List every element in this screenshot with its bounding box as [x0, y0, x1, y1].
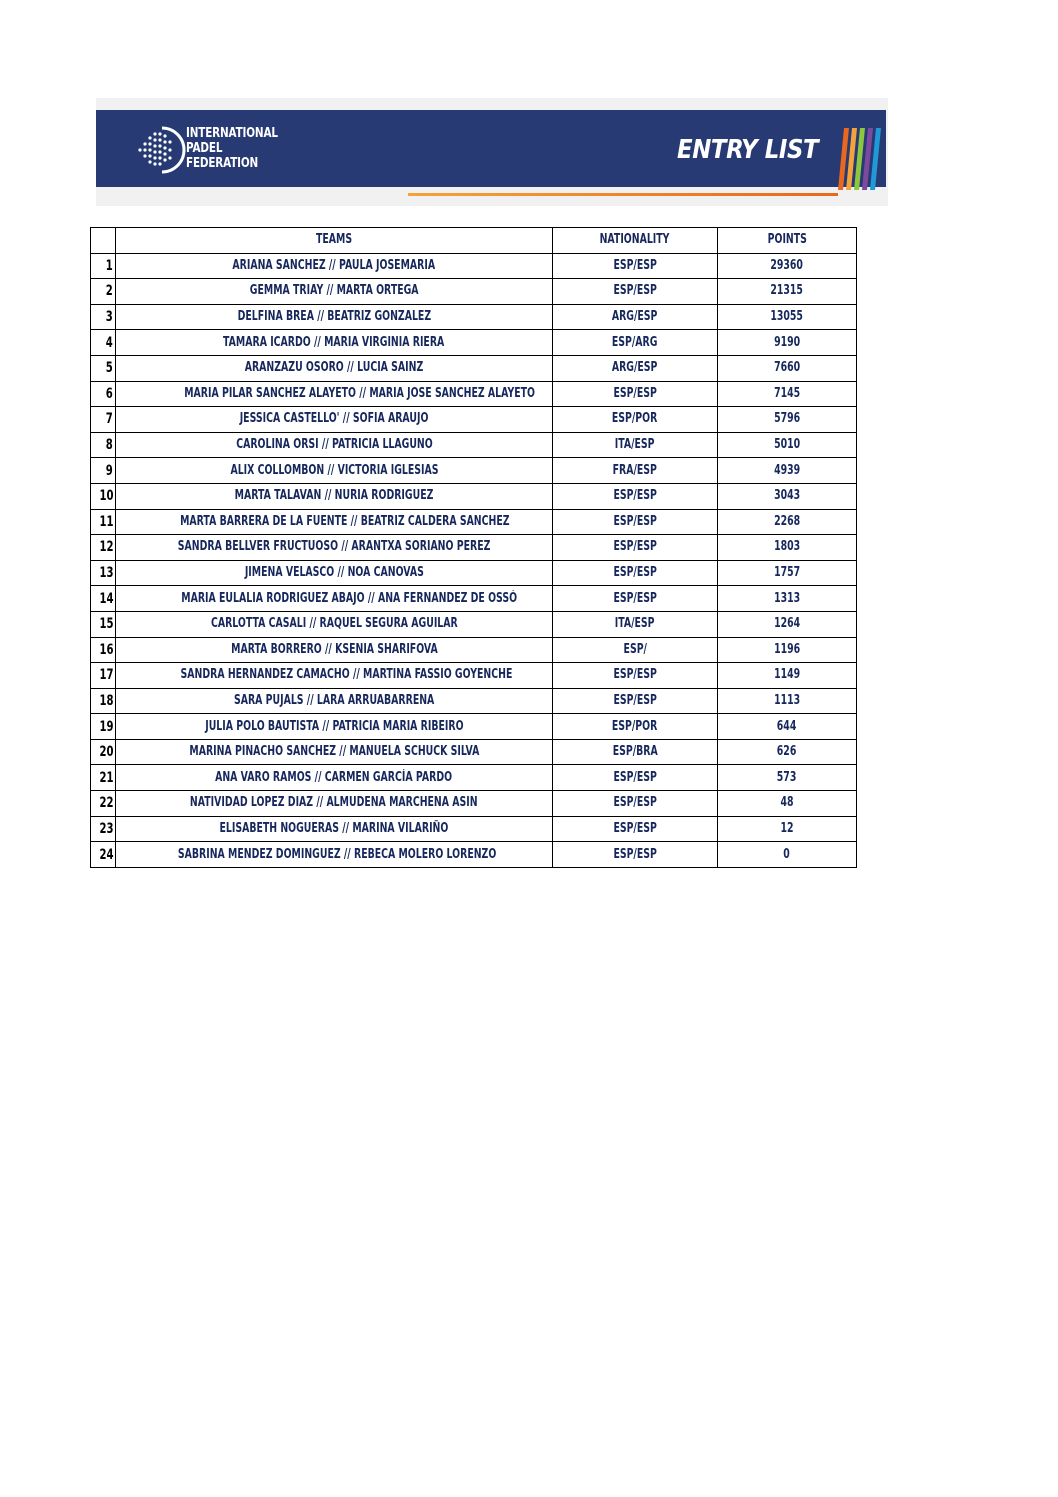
row-number-value: 10 [98, 488, 113, 505]
row-number [91, 816, 116, 842]
team-cell [116, 611, 553, 637]
team-names: JULIA POLO BAUTISTA // PATRICIA MARIA RIBEIRO [204, 718, 464, 734]
header-points-label: POINTS [767, 232, 807, 248]
nationality-value: ESP/ [623, 641, 647, 657]
points-cell [718, 714, 857, 740]
team-cell [116, 560, 553, 586]
team-cell [116, 714, 553, 740]
row-number-value: 15 [98, 616, 113, 633]
nationality-value: ESP/ESP [613, 692, 657, 708]
team-cell [116, 483, 553, 509]
row-number-value: 22 [98, 795, 113, 812]
team-names: DELFINA BREA // BEATRIZ GONZALEZ [237, 309, 431, 325]
team-names: MARTA BARRERA DE LA FUENTE // BEATRIZ CALDERA SANCHEZ [180, 513, 510, 529]
header-banner [96, 98, 888, 206]
nationality-cell [553, 509, 718, 535]
team-cell [116, 816, 553, 842]
points-cell [718, 355, 857, 381]
team-names: MARIA EULALIA RODRIGUEZ ABAJO // ANA FERNANDEZ DE OSSÓ [181, 590, 518, 606]
nationality-value: ESP/ESP [613, 488, 657, 504]
points-cell [718, 791, 857, 817]
header-nationality [553, 228, 718, 254]
points-cell [718, 816, 857, 842]
nationality-cell [553, 714, 718, 740]
logo-line: PADEL [186, 141, 223, 156]
table-row [91, 765, 857, 791]
table-row [91, 611, 857, 637]
points-value: 573 [777, 769, 797, 785]
row-number [91, 330, 116, 356]
nationality-value: ESP/ESP [613, 257, 657, 273]
points-cell [718, 842, 857, 868]
nationality-cell [553, 330, 718, 356]
header-nationality-label: NATIONALITY [600, 232, 670, 248]
nationality-cell [553, 765, 718, 791]
row-number-value: 4 [105, 334, 113, 351]
team-names: SABRINA MENDEZ DOMINGUEZ // REBECA MOLERO LORENZO [177, 846, 497, 862]
nationality-value: ITA/ESP [615, 437, 655, 453]
nationality-cell [553, 483, 718, 509]
points-cell [718, 304, 857, 330]
nationality-cell [553, 535, 718, 561]
points-value: 48 [780, 795, 794, 811]
row-number-value: 12 [98, 539, 113, 556]
team-names: ALIX COLLOMBON // VICTORIA IGLESIAS [229, 462, 438, 478]
row-number-value: 14 [98, 590, 113, 607]
row-number [91, 714, 116, 740]
nationality-cell [553, 355, 718, 381]
row-number [91, 688, 116, 714]
points-cell [718, 407, 857, 433]
team-cell [116, 688, 553, 714]
entry-list-table [90, 227, 857, 868]
nationality-value: ESP/ESP [613, 820, 657, 836]
nationality-value: ESP/ESP [613, 769, 657, 785]
nationality-cell [553, 304, 718, 330]
nationality-value: ESP/ESP [613, 283, 657, 299]
row-number [91, 355, 116, 381]
points-value: 4939 [773, 462, 801, 478]
header-teams [116, 228, 553, 254]
table-row [91, 688, 857, 714]
nationality-cell [553, 560, 718, 586]
team-names: JIMENA VELASCO // NOA CANOVAS [244, 565, 424, 581]
nationality-cell [553, 279, 718, 305]
points-value: 1264 [773, 616, 801, 632]
table-row [91, 355, 857, 381]
points-cell [718, 611, 857, 637]
team-names: MARINA PINACHO SANCHEZ // MANUELA SCHUCK SILVA [188, 744, 479, 760]
team-cell [116, 458, 553, 484]
header-points [718, 228, 857, 254]
header-number [91, 228, 116, 254]
row-number [91, 637, 116, 663]
row-number-value: 8 [105, 437, 113, 454]
points-value: 3043 [773, 488, 801, 504]
points-value: 7660 [773, 360, 801, 376]
nationality-cell [553, 663, 718, 689]
nationality-value: ESP/ESP [613, 385, 657, 401]
points-value: 2268 [773, 513, 801, 529]
nationality-value: FRA/ESP [612, 462, 658, 478]
table-row [91, 560, 857, 586]
table-row [91, 458, 857, 484]
points-cell [718, 560, 857, 586]
team-names: SANDRA BELLVER FRUCTUOSO // ARANTXA SORIANO PEREZ [177, 539, 491, 555]
row-number-value: 17 [98, 667, 113, 684]
points-value: 7145 [773, 385, 801, 401]
points-value: 12 [780, 820, 794, 836]
row-number [91, 765, 116, 791]
team-names: ARANZAZU OSORO // LUCIA SAINZ [244, 360, 424, 376]
header-teams-label: TEAMS [315, 232, 353, 248]
row-number [91, 535, 116, 561]
points-cell [718, 432, 857, 458]
row-number [91, 560, 116, 586]
points-value: 5796 [773, 411, 801, 427]
team-cell [116, 842, 553, 868]
table-row [91, 586, 857, 612]
nationality-value: ESP/ESP [613, 667, 657, 683]
nationality-value: ESP/ESP [613, 590, 657, 606]
row-number-value: 2 [105, 283, 113, 300]
nationality-cell [553, 381, 718, 407]
team-names: CAROLINA ORSI // PATRICIA LLAGUNO [235, 437, 433, 453]
table-row [91, 714, 857, 740]
team-cell [116, 279, 553, 305]
team-cell [116, 432, 553, 458]
table-row [91, 509, 857, 535]
nationality-cell [553, 816, 718, 842]
table-row [91, 842, 857, 868]
team-names: TAMARA ICARDO // MARIA VIRGINIA RIERA [223, 334, 445, 350]
team-cell [116, 586, 553, 612]
row-number-value: 5 [105, 360, 113, 377]
points-value: 21315 [770, 283, 804, 299]
row-number-value: 20 [98, 744, 113, 761]
team-cell [116, 330, 553, 356]
row-number [91, 791, 116, 817]
row-number-value: 18 [98, 692, 113, 709]
points-value: 13055 [770, 309, 804, 325]
points-value: 1757 [773, 565, 801, 581]
points-value: 1149 [773, 667, 801, 683]
logo-line: FEDERATION [186, 156, 259, 171]
table-row [91, 483, 857, 509]
team-names: MARTA TALAVAN // NURIA RODRIGUEZ [234, 488, 434, 504]
nationality-value: ESP/POR [612, 718, 658, 734]
nationality-value: ESP/ESP [613, 846, 657, 862]
row-number [91, 842, 116, 868]
team-cell [116, 535, 553, 561]
page-title: ENTRY LIST [677, 135, 819, 165]
nationality-cell [553, 611, 718, 637]
row-number [91, 432, 116, 458]
team-cell [116, 407, 553, 433]
table-row [91, 330, 857, 356]
points-value: 1313 [773, 590, 801, 606]
row-number-value: 19 [98, 718, 113, 735]
team-names: SARA PUJALS // LARA ARRUABARRENA [233, 692, 435, 708]
logo-line: INTERNATIONAL [186, 126, 278, 141]
points-value: 1803 [773, 539, 801, 555]
row-number-value: 3 [105, 309, 113, 326]
points-value: 1113 [773, 692, 801, 708]
points-cell [718, 381, 857, 407]
row-number [91, 458, 116, 484]
points-cell [718, 739, 857, 765]
points-cell [718, 586, 857, 612]
nationality-value: ARG/ESP [612, 309, 658, 325]
row-number [91, 663, 116, 689]
team-names: CARLOTTA CASALI // RAQUEL SEGURA AGUILAR [210, 616, 458, 632]
points-cell [718, 458, 857, 484]
table-row [91, 739, 857, 765]
points-value: 0 [783, 846, 791, 862]
nationality-cell [553, 586, 718, 612]
color-stripes-icon [830, 98, 890, 206]
points-value: 5010 [773, 437, 801, 453]
team-cell [116, 253, 553, 279]
nationality-value: ESP/POR [612, 411, 658, 427]
nationality-value: ESP/ESP [613, 795, 657, 811]
nationality-value: ESP/ESP [613, 513, 657, 529]
nationality-cell [553, 637, 718, 663]
points-cell [718, 637, 857, 663]
nationality-value: ARG/ESP [612, 360, 658, 376]
row-number [91, 586, 116, 612]
table-row [91, 816, 857, 842]
table-header-row [91, 228, 857, 254]
nationality-cell [553, 791, 718, 817]
nationality-cell [553, 432, 718, 458]
row-number [91, 279, 116, 305]
team-names: NATIVIDAD LOPEZ DIAZ // ALMUDENA MARCHENA ASIN [190, 795, 478, 811]
banner-accent-line [408, 193, 838, 196]
points-cell [718, 483, 857, 509]
row-number [91, 381, 116, 407]
row-number [91, 509, 116, 535]
team-cell [116, 637, 553, 663]
nationality-value: ITA/ESP [615, 616, 655, 632]
nationality-value: ESP/BRA [612, 744, 658, 760]
points-cell [718, 535, 857, 561]
team-cell [116, 304, 553, 330]
points-cell [718, 765, 857, 791]
globe-logo-icon [132, 124, 186, 176]
team-names: ANA VARO RAMOS // CARMEN GARCÍA PARDO [215, 769, 453, 785]
points-value: 1196 [773, 641, 801, 657]
team-cell [116, 355, 553, 381]
nationality-value: ESP/ESP [613, 565, 657, 581]
table-row [91, 791, 857, 817]
points-cell [718, 509, 857, 535]
table-row [91, 381, 857, 407]
table-row [91, 304, 857, 330]
table-row [91, 637, 857, 663]
row-number-value: 9 [105, 462, 113, 479]
row-number [91, 611, 116, 637]
row-number-value: 21 [98, 769, 113, 786]
team-cell [116, 509, 553, 535]
team-cell [116, 791, 553, 817]
row-number-value: 24 [98, 846, 113, 863]
row-number-value: 6 [105, 385, 113, 402]
points-cell [718, 253, 857, 279]
team-names: SANDRA HERNANDEZ CAMACHO // MARTINA FASSIO GOYENCHE [180, 667, 513, 683]
team-names: GEMMA TRIAY // MARTA ORTEGA [249, 283, 419, 299]
federation-name [186, 126, 278, 171]
nationality-value: ESP/ARG [612, 334, 658, 350]
row-number-value: 7 [105, 411, 113, 428]
nationality-cell [553, 458, 718, 484]
row-number-value: 23 [98, 820, 113, 837]
nationality-cell [553, 688, 718, 714]
team-names: MARIA PILAR SANCHEZ ALAYETO // MARIA JOSE SANCHEZ ALAYETO [184, 385, 535, 401]
row-number [91, 253, 116, 279]
table-row [91, 407, 857, 433]
points-cell [718, 330, 857, 356]
row-number [91, 483, 116, 509]
nationality-cell [553, 842, 718, 868]
row-number-value: 11 [98, 513, 113, 530]
team-cell [116, 739, 553, 765]
team-cell [116, 381, 553, 407]
table-row [91, 253, 857, 279]
row-number [91, 739, 116, 765]
banner-bar [96, 110, 886, 187]
team-cell [116, 765, 553, 791]
table-row [91, 663, 857, 689]
row-number-value: 1 [105, 257, 113, 274]
table-row [91, 279, 857, 305]
row-number [91, 407, 116, 433]
row-number-value: 13 [98, 565, 113, 582]
table-row [91, 432, 857, 458]
points-value: 29360 [770, 257, 804, 273]
team-names: MARTA BORRERO // KSENIA SHARIFOVA [230, 641, 438, 657]
team-names: ELISABETH NOGUERAS // MARINA VILARIÑO [219, 820, 449, 836]
points-value: 626 [777, 744, 797, 760]
team-cell [116, 663, 553, 689]
nationality-value: ESP/ESP [613, 539, 657, 555]
nationality-cell [553, 407, 718, 433]
points-value: 9190 [773, 334, 801, 350]
row-number-value: 16 [98, 641, 113, 658]
points-value: 644 [777, 718, 797, 734]
team-names: ARIANA SANCHEZ // PAULA JOSEMARIA [232, 257, 436, 273]
nationality-cell [553, 739, 718, 765]
row-number [91, 304, 116, 330]
points-cell [718, 688, 857, 714]
nationality-cell [553, 253, 718, 279]
table-row [91, 535, 857, 561]
points-cell [718, 663, 857, 689]
team-names: JESSICA CASTELLO' // SOFIA ARAUJO [239, 411, 429, 427]
points-cell [718, 279, 857, 305]
